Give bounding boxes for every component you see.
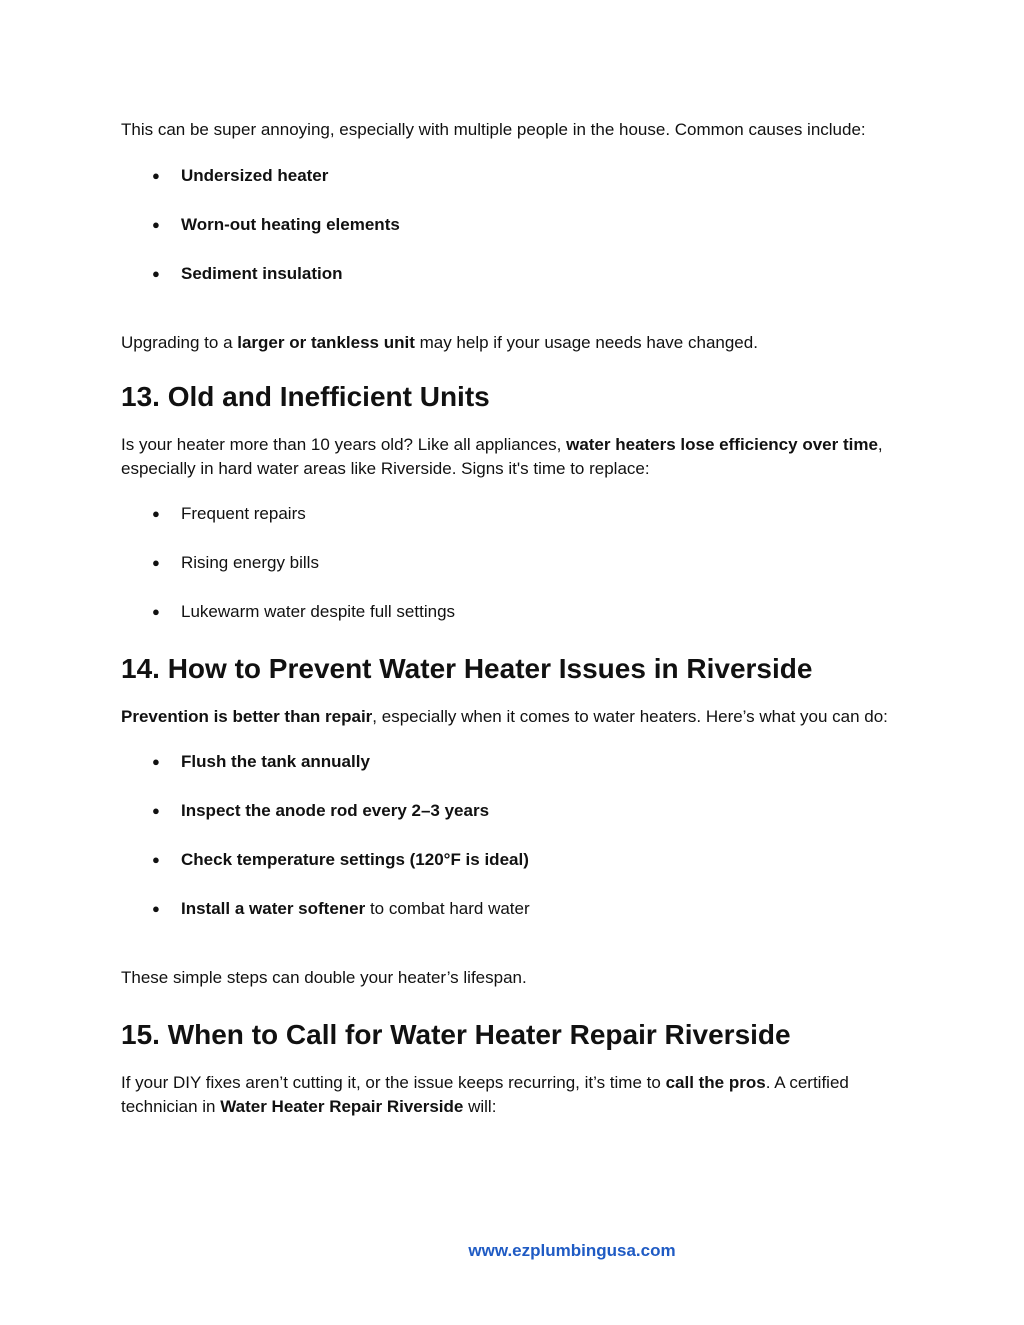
intro-paragraph: This can be super annoying, especially with multiple people in the house. Common causes include: bbox=[121, 120, 866, 139]
bullet-icon: ● bbox=[152, 168, 160, 183]
bullet-icon: ● bbox=[152, 604, 160, 619]
causes-list bbox=[121, 164, 906, 286]
section-14-paragraph: Prevention is better than repair, especially when it comes to water heaters. Here’s what you can do: bbox=[121, 707, 888, 726]
signs-list bbox=[121, 502, 906, 624]
list-item: ● Inspect the anode rod every 2–3 years bbox=[121, 799, 906, 823]
document-page bbox=[121, 118, 906, 1119]
list-item: ● Flush the tank annually bbox=[121, 750, 906, 774]
section-15-paragraph: If your DIY fixes aren’t cutting it, or the issue keeps recurring, it’s time to call the pros. A certified technician in Water Heater Repair Riverside will: bbox=[121, 1073, 849, 1116]
closing-paragraph: These simple steps can double your heater’s lifespan. bbox=[121, 968, 527, 987]
bullet-icon: ● bbox=[152, 803, 160, 818]
list-item: ● Check temperature settings (120°F is ideal) bbox=[121, 848, 906, 872]
list-item: ● Install a water softener to combat hard water bbox=[121, 897, 906, 921]
bullet-icon: ● bbox=[152, 506, 160, 521]
section-15-heading: 15. When to Call for Water Heater Repair Riverside bbox=[121, 1019, 791, 1050]
list-item: ● Lukewarm water despite full settings bbox=[121, 600, 906, 624]
bullet-icon: ● bbox=[152, 852, 160, 867]
list-item: ● Undersized heater bbox=[121, 164, 906, 188]
section-13-heading: 13. Old and Inefficient Units bbox=[121, 381, 490, 412]
section-14-heading: 14. How to Prevent Water Heater Issues in Riverside bbox=[121, 653, 813, 684]
bullet-icon: ● bbox=[152, 266, 160, 281]
tips-list bbox=[121, 750, 906, 921]
bullet-icon: ● bbox=[152, 754, 160, 769]
list-item: ● Sediment insulation bbox=[121, 262, 906, 286]
list-item: ● Worn-out heating elements bbox=[121, 213, 906, 237]
list-item: ● Rising energy bills bbox=[121, 551, 906, 575]
upgrade-paragraph: Upgrading to a larger or tankless unit may help if your usage needs have changed. bbox=[121, 333, 758, 352]
bullet-icon: ● bbox=[152, 555, 160, 570]
section-13-paragraph: Is your heater more than 10 years old? Like all appliances, water heaters lose efficiency over time, especially in hard water areas like Riverside. Signs it's time to replace: bbox=[121, 435, 883, 478]
bullet-icon: ● bbox=[152, 901, 160, 916]
list-item: ● Frequent repairs bbox=[121, 502, 906, 526]
bullet-icon: ● bbox=[152, 217, 160, 232]
website-link[interactable]: www.ezplumbingusa.com bbox=[468, 1241, 676, 1260]
